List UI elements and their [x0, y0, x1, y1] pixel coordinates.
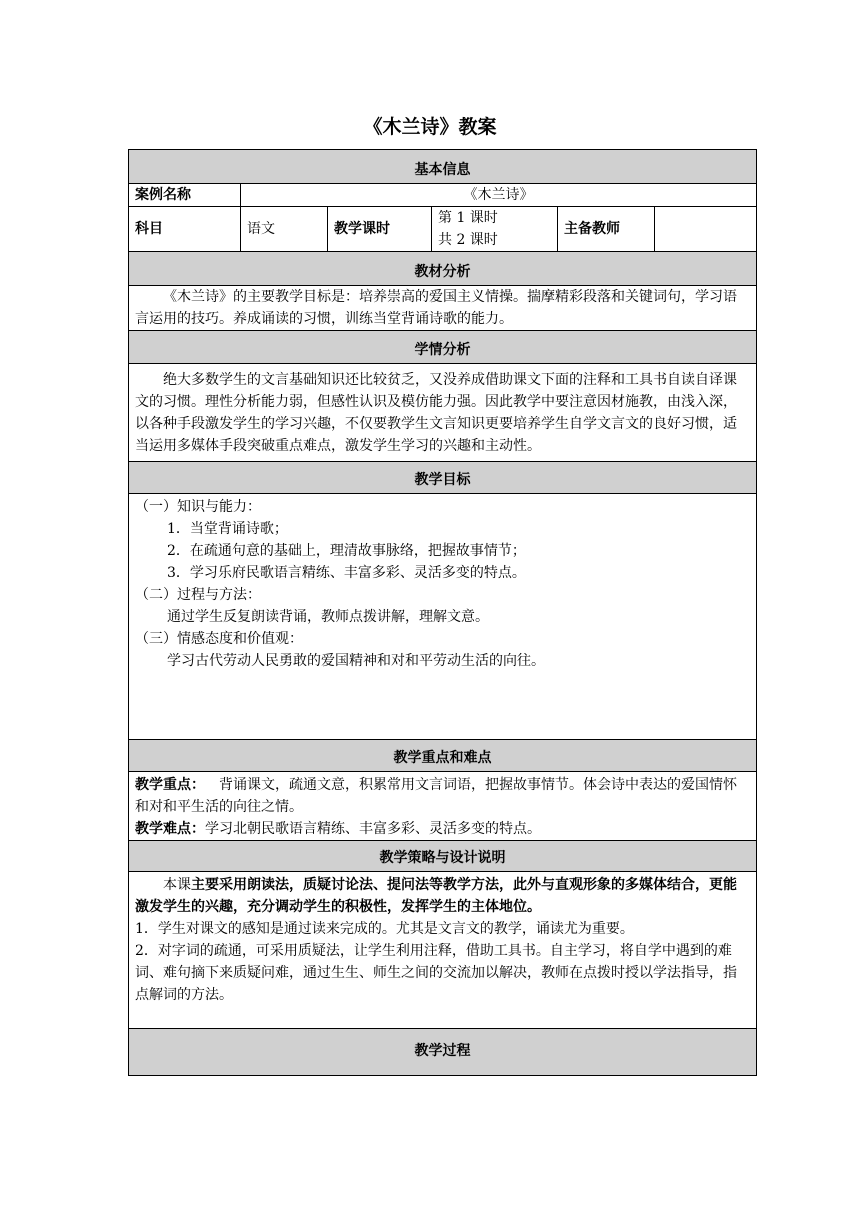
strategy-intro-bold: 主要采用朗读法，质疑讨论法、提问法等教学方法，此外与直观形象的多媒体结合，更能激发学生的兴趣，充分调动学生的积极性，发挥学生的主体地位。	[135, 877, 737, 915]
material-analysis-text: 《木兰诗》的主要教学目标是：培养崇高的爱国主义情操。揣摩精彩段落和关键词句，学习语言运用的技巧。养成诵读的习惯，训练当堂背诵诗歌的能力。	[135, 289, 737, 327]
case-name-label: 案例名称	[129, 184, 241, 207]
subject-value: 语文	[241, 207, 328, 252]
lesson-hours-total: 共 2 课时	[438, 232, 498, 248]
goal-process-text: 通过学生反复朗读背诵，教师点拨讲解，理解文意。	[167, 609, 489, 625]
section-header-teaching-goals: 教学目标	[129, 462, 757, 494]
student-analysis-text: 绝大多数学生的文言基础知识还比较贫乏，又没养成借助课文下面的注释和工具书自读自译课文的习惯。理性分析能力弱，但感性认识及模仿能力强。因此教学中要注意因材施教，由浅入深，以各种手段激发学生的学习兴趣，不仅要教学生文言知识更要培养学生自学文言文的良好习惯，适当运用多媒体手段突破重点难点，激发学生学习的兴趣和主动性。	[135, 371, 737, 454]
teaching-difficulty	[135, 818, 750, 840]
teaching-focus	[135, 774, 750, 818]
lesson-hours-value	[432, 207, 558, 252]
key-points-content	[129, 772, 757, 841]
teaching-focus-label: 教学重点：	[135, 777, 205, 793]
strategy-point-2: 2．对字词的疏通，可采用质疑法，让学生利用注释，借助工具书。自主学习，将自学中遇到的难词、难句摘下来质疑问难，通过生生、师生之间的交流加以解决，教师在点拨时授以学法指导，指点解词的方法。	[135, 943, 737, 1003]
section-header-basic-info: 基本信息	[129, 150, 757, 184]
case-name-value: 《木兰诗》	[241, 184, 757, 207]
strategy-intro-plain: 本课	[163, 877, 191, 893]
goal-process-heading: （二）过程与方法：	[135, 587, 261, 603]
section-header-strategy: 教学策略与设计说明	[129, 841, 757, 872]
lesson-hours-label: 教学课时	[328, 207, 432, 252]
strategy-intro	[135, 874, 750, 918]
teaching-difficulty-label: 教学难点：	[135, 821, 205, 837]
lead-teacher-value	[655, 207, 757, 252]
goal-attitude-heading: （三）情感态度和价值观：	[135, 631, 303, 647]
goal-knowledge-item: 2．在疏通句意的基础上，理清故事脉络，把握故事情节；	[167, 543, 526, 559]
goal-knowledge-heading: （一）知识与能力：	[135, 499, 261, 515]
strategy-point-1: 1．学生对课文的感知是通过读来完成的。尤其是文言文的教学，诵读尤为重要。	[135, 921, 634, 937]
strategy-content	[129, 872, 757, 1029]
goal-knowledge-item: 3．学习乐府民歌语言精练、丰富多彩、灵活多变的特点。	[167, 565, 526, 581]
lesson-plan-table	[128, 149, 757, 1076]
goal-attitude-text: 学习古代劳动人民勇敢的爱国精神和对和平劳动生活的向往。	[167, 653, 545, 669]
student-analysis-content	[129, 364, 757, 462]
section-header-student-analysis: 学情分析	[129, 331, 757, 364]
teaching-difficulty-text: 学习北朝民歌语言精练、丰富多彩、灵活多变的特点。	[205, 821, 541, 837]
teaching-focus-text: 背诵课文，疏通文意，积累常用文言词语，把握故事情节。体会诗中表达的爱国情怀和对和平生活的向往之情。	[135, 777, 737, 815]
teaching-goals-content	[129, 494, 757, 740]
lesson-hours-current: 第 1 课时	[438, 210, 498, 226]
subject-label: 科目	[129, 207, 241, 252]
material-analysis-content	[129, 286, 757, 331]
document-title: 《木兰诗》教案	[363, 116, 497, 138]
lead-teacher-label: 主备教师	[558, 207, 655, 252]
section-header-key-points: 教学重点和难点	[129, 740, 757, 772]
section-header-teaching-process: 教学过程	[129, 1029, 757, 1076]
section-header-material-analysis: 教材分析	[129, 252, 757, 286]
goal-knowledge-item: 1．当堂背诵诗歌；	[167, 521, 288, 537]
